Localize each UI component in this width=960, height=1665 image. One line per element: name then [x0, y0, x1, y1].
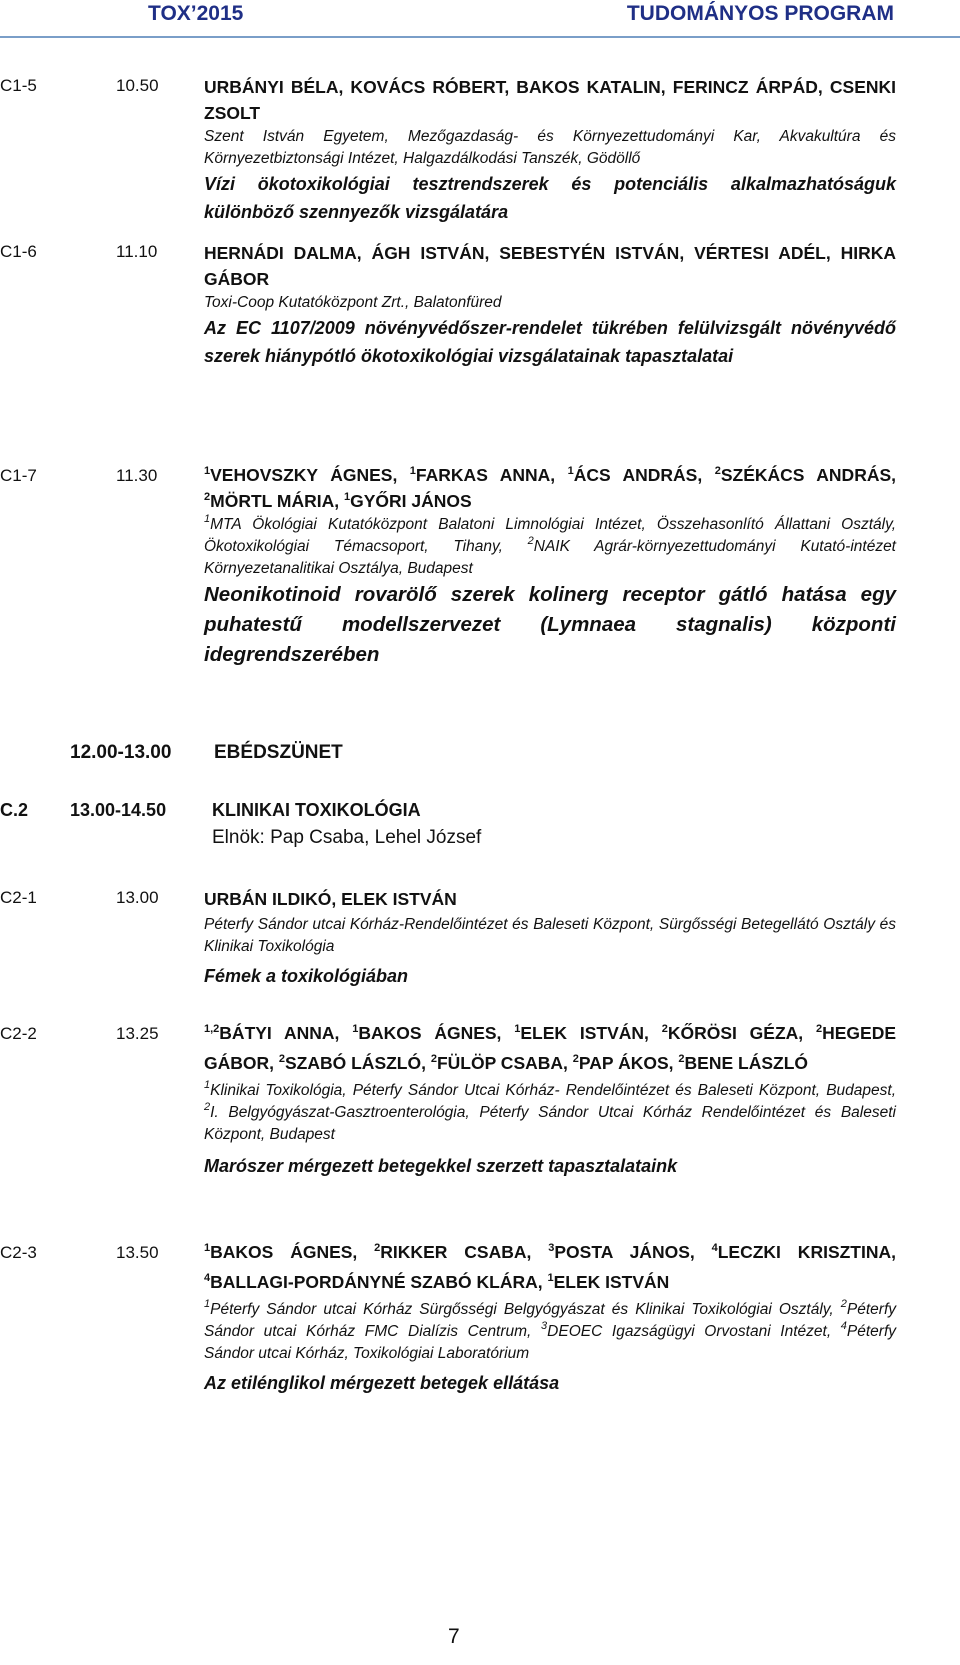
entry-title: Fémek a toxikológiában — [204, 966, 409, 986]
entry-code: C1-5 — [0, 76, 37, 95]
entry-affiliation: Szent István Egyetem, Mezőgazdaság- és Környezettudományi Kar, Akvakultúra és Környezetbiztonsági Intézet, Halgazdálkodási Tanszék, Gödöllő — [204, 128, 896, 167]
lunch-label: EBÉDSZÜNET — [214, 742, 343, 763]
header-divider — [0, 36, 960, 38]
entry-time: 10.50 — [116, 76, 159, 95]
entry-authors: URBÁN ILDIKÓ, ELEK ISTVÁN — [204, 889, 457, 909]
entry-time: 13.25 — [116, 1024, 159, 1043]
entry-title: Az EC 1107/2009 növényvédőszer-rendelet tükrében felülvizsgált növényvédő szerek hiánypótló ökotoxikológiai vizsgálatainak tapasztalatai — [204, 318, 896, 366]
entry-authors: $^{1,2}$BÁTYI ANNA, $^1$BAKOS ÁGNES, $^1$ELEK ISTVÁN, $^2$KŐRÖSI GÉZA, $^2$HEGEDE GÁBOR, $^2$SZABÓ LÁSZLÓ, $^2$FÜLÖP CSABA, $^2$PAP ÁKOS, $^2$BENE LÁSZLÓ — [204, 1023, 896, 1073]
section-code: C.2 — [0, 800, 29, 820]
section-chairs: Elnök: Pap Csaba, Lehel József — [212, 827, 482, 848]
header-program: TUDOMÁNYOS PROGRAM — [626, 2, 894, 25]
entry-code: C2-2 — [0, 1024, 37, 1043]
entry-title: Marószer mérgezett betegekkel szerzett tapasztalataink — [204, 1156, 678, 1176]
entry-code: C1-6 — [0, 242, 37, 261]
entry-code: C2-1 — [0, 888, 37, 907]
header-conference: TOX’2015 — [148, 2, 244, 25]
entry-affiliation: $^1$Péterfy Sándor utcai Kórház Sürgősségi Belgyógyászat és Klinikai Toxikológiai Osztály, $^2$Péterfy Sándor utcai Kórház FMC Dialízis Centrum, $^3$DEOEC Igazságügyi Orvostani Intézet, $^4$Péterfy Sándor utcai Kórház, Toxikológiai Laboratórium — [204, 1298, 897, 1362]
entry-authors: $^1$BAKOS ÁGNES, $^2$RIKKER CSABA, $^3$POSTA JÁNOS, $^4$LECZKI KRISZTINA, $^4$BALLAGI-PORDÁNYNÉ SZABÓ KLÁRA, $^1$ELEK ISTVÁN — [204, 1242, 896, 1292]
entry-affiliation: Péterfy Sándor utcai Kórház-Rendelőintézet és Baleseti Központ, Sürgősségi Betegellátó Osztály és Klinikai Toxikológia — [204, 916, 896, 955]
entry-code: C2-3 — [0, 1243, 37, 1262]
page-header — [0, 0, 960, 32]
lunch-time: 12.00-13.00 — [70, 742, 172, 763]
entry-body — [204, 462, 896, 670]
entry-authors: $^1$VEHOVSZKY ÁGNES, $^1$FARKAS ANNA, $^1$ÁCS ANDRÁS, $^2$SZÉKÁCS ANDRÁS, $^2$MÖRTL MÁRIA, $^1$GYŐRI JÁNOS — [204, 465, 896, 511]
entry-authors: URBÁNYI BÉLA, KOVÁCS RÓBERT, BAKOS KATALIN, FERINCZ ÁRPÁD, CSENKI ZSOLT — [204, 77, 896, 123]
entry-title: Neonikotinoid rovarölő szerek kolinerg receptor gátló hatása egy puhatestű modellszervezet (Lymnaea stagnalis) központi idegrendszerében — [204, 583, 896, 666]
entry-code: C1-7 — [0, 466, 37, 485]
entry-time: 11.10 — [116, 242, 158, 261]
entry-affiliation: $^1$MTA Ökológiai Kutatóközpont Balatoni Limnológiai Intézet, Összehasonlító Állattani Osztály, Ökotoxikológiai Témacsoport, Tihany, $^2$NAIK Agrár-környezettudományi Kutató-intézet Környezetanalitikai Osztálya, Budapest — [204, 513, 896, 577]
entry-body — [204, 1018, 896, 1180]
entry-body — [204, 886, 896, 990]
entry-time: 11.30 — [116, 466, 158, 485]
page-number: 7 — [448, 1625, 460, 1648]
entry-time: 13.50 — [116, 1243, 159, 1262]
entry-time: 13.00 — [116, 888, 159, 907]
section-name: KLINIKAI TOXIKOLÓGIA — [212, 800, 421, 820]
entry-body — [204, 1237, 896, 1397]
entry-authors: HERNÁDI DALMA, ÁGH ISTVÁN, SEBESTYÉN ISTVÁN, VÉRTESI ADÉL, HIRKA GÁBOR — [204, 243, 896, 289]
entry-affiliation: Toxi-Coop Kutatóközpont Zrt., Balatonfüred — [204, 294, 502, 311]
entry-body — [204, 74, 896, 226]
entry-title: Az etilénglikol mérgezett betegek ellátása — [204, 1373, 560, 1393]
section-time: 13.00-14.50 — [70, 800, 167, 820]
entry-title: Vízi ökotoxikológiai tesztrendszerek és potenciális alkalmazhatóságuk különböző szennyezők vizsgálatára — [204, 174, 896, 222]
entry-body — [204, 240, 896, 370]
entry-affiliation: $^1$Klinikai Toxikológia, Péterfy Sándor Utcai Kórház- Rendelőintézet és Baleseti Központ, Budapest, $^2$I. Belgyógyászat-Gasztroenterológia, Péterfy Sándor Utcai Kórház Rendelőintézet és Baleseti Központ, Budapest — [204, 1079, 896, 1143]
